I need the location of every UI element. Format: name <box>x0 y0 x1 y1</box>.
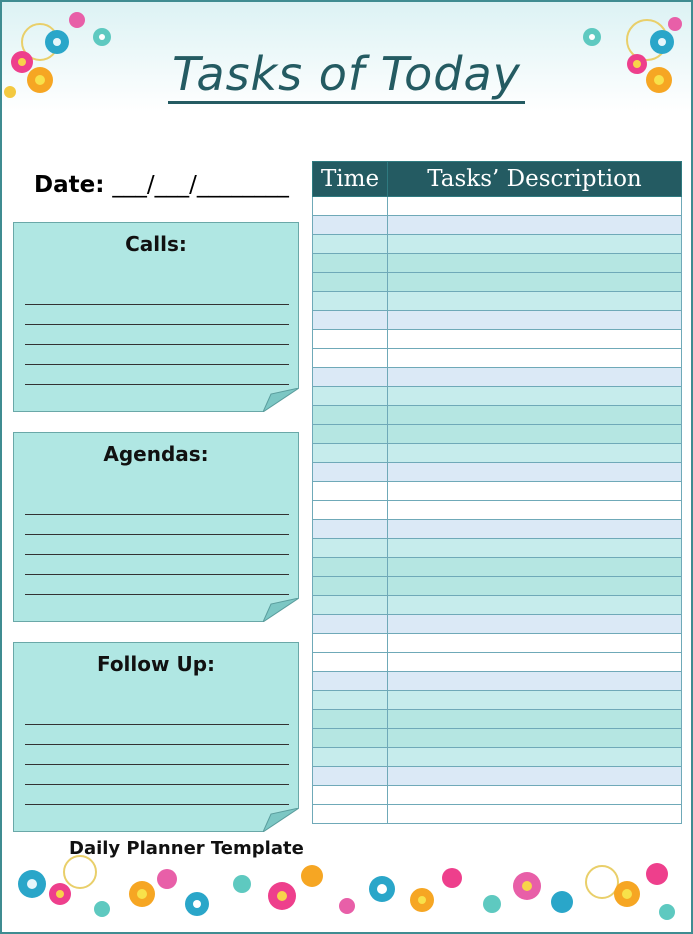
time-cell[interactable] <box>313 368 388 387</box>
time-cell[interactable] <box>313 539 388 558</box>
description-cell[interactable] <box>388 786 682 805</box>
description-cell[interactable] <box>388 653 682 672</box>
table-row <box>313 273 682 292</box>
calls-note <box>13 222 299 412</box>
date-field[interactable] <box>34 172 289 198</box>
calls-heading: Calls: <box>125 232 187 256</box>
table-row <box>313 577 682 596</box>
description-cell[interactable] <box>388 387 682 406</box>
time-cell[interactable] <box>313 425 388 444</box>
description-cell[interactable] <box>388 710 682 729</box>
description-cell[interactable] <box>388 634 682 653</box>
table-row <box>313 349 682 368</box>
page-curl-icon <box>263 808 299 832</box>
description-cell[interactable] <box>388 216 682 235</box>
follow-up-lines <box>25 705 289 805</box>
table-row <box>313 596 682 615</box>
time-cell[interactable] <box>313 254 388 273</box>
time-cell[interactable] <box>313 729 388 748</box>
description-cell[interactable] <box>388 577 682 596</box>
page-curl-icon <box>263 388 299 412</box>
page-curl-icon <box>263 598 299 622</box>
description-column-header: Tasks’ Description <box>388 162 682 197</box>
description-cell[interactable] <box>388 539 682 558</box>
writing-line[interactable] <box>25 535 289 555</box>
date-label: Date: <box>34 172 105 198</box>
time-cell[interactable] <box>313 349 388 368</box>
table-row <box>313 653 682 672</box>
footer-label: Daily Planner Template <box>69 838 304 859</box>
time-cell[interactable] <box>313 235 388 254</box>
description-cell[interactable] <box>388 444 682 463</box>
table-row <box>313 330 682 349</box>
writing-line[interactable] <box>25 575 289 595</box>
time-cell[interactable] <box>313 577 388 596</box>
table-row <box>313 463 682 482</box>
tasks-table-body <box>313 197 682 824</box>
writing-line[interactable] <box>25 555 289 575</box>
table-row <box>313 539 682 558</box>
description-cell[interactable] <box>388 501 682 520</box>
description-cell[interactable] <box>388 368 682 387</box>
table-row <box>313 216 682 235</box>
table-row <box>313 501 682 520</box>
time-cell[interactable] <box>313 805 388 824</box>
description-cell[interactable] <box>388 748 682 767</box>
description-cell[interactable] <box>388 311 682 330</box>
writing-line[interactable] <box>25 765 289 785</box>
description-cell[interactable] <box>388 596 682 615</box>
table-row <box>313 292 682 311</box>
calls-lines <box>25 285 289 385</box>
time-cell[interactable] <box>313 520 388 539</box>
table-row <box>313 805 682 824</box>
writing-line[interactable] <box>25 705 289 725</box>
description-cell[interactable] <box>388 729 682 748</box>
time-cell[interactable] <box>313 691 388 710</box>
time-cell[interactable] <box>313 786 388 805</box>
description-cell[interactable] <box>388 406 682 425</box>
table-row <box>313 710 682 729</box>
time-cell[interactable] <box>313 406 388 425</box>
page-title: Tasks of Today <box>2 47 691 101</box>
table-header-row <box>313 162 682 197</box>
description-cell[interactable] <box>388 235 682 254</box>
writing-line[interactable] <box>25 725 289 745</box>
description-cell[interactable] <box>388 425 682 444</box>
time-cell[interactable] <box>313 216 388 235</box>
description-cell[interactable] <box>388 349 682 368</box>
time-cell[interactable] <box>313 501 388 520</box>
writing-line[interactable] <box>25 345 289 365</box>
table-row <box>313 767 682 786</box>
follow-up-heading: Follow Up: <box>96 652 216 676</box>
time-column-header: Time <box>313 162 388 197</box>
writing-line[interactable] <box>25 285 289 305</box>
table-row <box>313 197 682 216</box>
description-cell[interactable] <box>388 254 682 273</box>
table-row <box>313 235 682 254</box>
flower-decoration-bottom <box>2 834 691 932</box>
description-cell[interactable] <box>388 691 682 710</box>
time-cell[interactable] <box>313 444 388 463</box>
description-cell[interactable] <box>388 558 682 577</box>
writing-line[interactable] <box>25 495 289 515</box>
description-cell[interactable] <box>388 273 682 292</box>
date-blank: ___/___/________ <box>112 172 289 198</box>
table-row <box>313 634 682 653</box>
writing-line[interactable] <box>25 515 289 535</box>
table-row <box>313 748 682 767</box>
agendas-note <box>13 432 299 622</box>
description-cell[interactable] <box>388 463 682 482</box>
table-row <box>313 444 682 463</box>
writing-line[interactable] <box>25 305 289 325</box>
writing-line[interactable] <box>25 325 289 345</box>
time-cell[interactable] <box>313 558 388 577</box>
description-cell[interactable] <box>388 672 682 691</box>
description-cell[interactable] <box>388 197 682 216</box>
time-cell[interactable] <box>313 672 388 691</box>
time-cell[interactable] <box>313 596 388 615</box>
time-cell[interactable] <box>313 197 388 216</box>
time-cell[interactable] <box>313 615 388 634</box>
table-row <box>313 615 682 634</box>
table-row <box>313 254 682 273</box>
agendas-lines <box>25 495 289 595</box>
description-cell[interactable] <box>388 330 682 349</box>
time-cell[interactable] <box>313 387 388 406</box>
follow-up-note <box>13 642 299 832</box>
table-row <box>313 425 682 444</box>
time-cell[interactable] <box>313 634 388 653</box>
table-row <box>313 520 682 539</box>
description-cell[interactable] <box>388 482 682 501</box>
table-row <box>313 311 682 330</box>
time-cell[interactable] <box>313 748 388 767</box>
table-row <box>313 482 682 501</box>
description-cell[interactable] <box>388 767 682 786</box>
writing-line[interactable] <box>25 365 289 385</box>
description-cell[interactable] <box>388 520 682 539</box>
description-cell[interactable] <box>388 615 682 634</box>
table-row <box>313 406 682 425</box>
table-row <box>313 672 682 691</box>
table-row <box>313 387 682 406</box>
table-row <box>313 691 682 710</box>
description-cell[interactable] <box>388 292 682 311</box>
tasks-table <box>312 161 682 824</box>
time-cell[interactable] <box>313 482 388 501</box>
writing-line[interactable] <box>25 745 289 765</box>
time-cell[interactable] <box>313 311 388 330</box>
agendas-heading: Agendas: <box>103 442 209 466</box>
table-row <box>313 786 682 805</box>
time-cell[interactable] <box>313 292 388 311</box>
time-cell[interactable] <box>313 710 388 729</box>
table-row <box>313 368 682 387</box>
time-cell[interactable] <box>313 273 388 292</box>
time-cell[interactable] <box>313 767 388 786</box>
table-row <box>313 729 682 748</box>
description-cell[interactable] <box>388 805 682 824</box>
time-cell[interactable] <box>313 330 388 349</box>
time-cell[interactable] <box>313 463 388 482</box>
writing-line[interactable] <box>25 785 289 805</box>
time-cell[interactable] <box>313 653 388 672</box>
table-row <box>313 558 682 577</box>
